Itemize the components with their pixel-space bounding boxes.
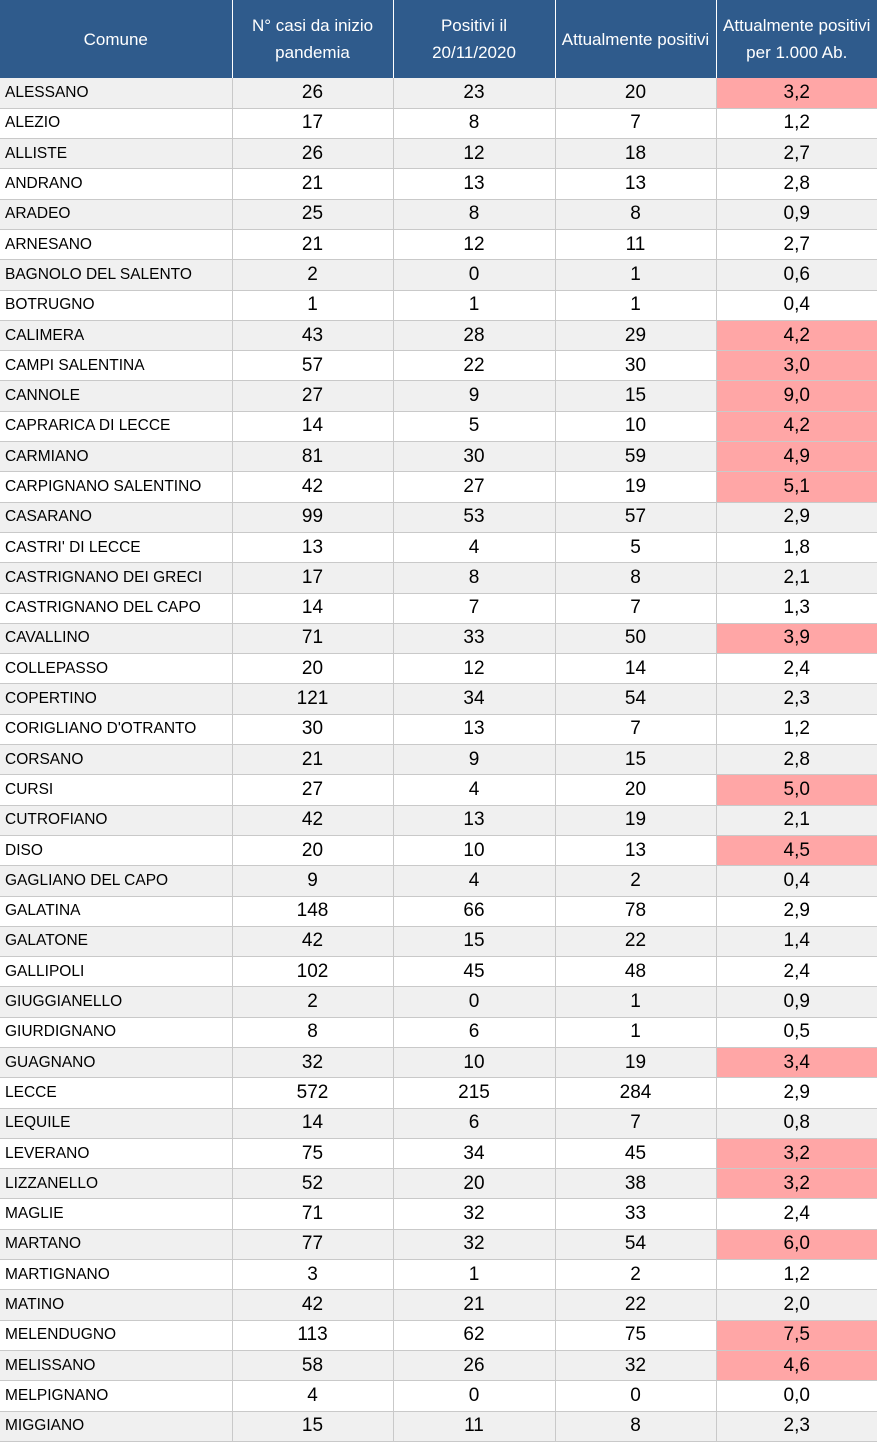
cell-casi-totali: 43 — [232, 320, 393, 350]
cell-comune: CAPRARICA DI LECCE — [0, 411, 232, 441]
cell-positivi-per-1000: 2,9 — [716, 896, 877, 926]
table-row — [0, 835, 877, 865]
cell-positivi-per-1000: 4,2 — [716, 320, 877, 350]
cell-comune: CAVALLINO — [0, 623, 232, 653]
cell-casi-totali: 15 — [232, 1411, 393, 1441]
cell-casi-totali: 42 — [232, 472, 393, 502]
table-row — [0, 229, 877, 259]
cell-comune: CAMPI SALENTINA — [0, 351, 232, 381]
cell-casi-totali: 71 — [232, 1199, 393, 1229]
cell-attualmente-positivi: 22 — [555, 1290, 716, 1320]
table-row — [0, 957, 877, 987]
cell-attualmente-positivi: 22 — [555, 926, 716, 956]
cell-positivi-per-1000: 3,0 — [716, 351, 877, 381]
cell-positivi-20-11: 33 — [393, 623, 555, 653]
cell-comune: LIZZANELLO — [0, 1169, 232, 1199]
cell-comune: CARMIANO — [0, 442, 232, 472]
cell-comune: GALATINA — [0, 896, 232, 926]
cell-attualmente-positivi: 8 — [555, 199, 716, 229]
cell-casi-totali: 27 — [232, 775, 393, 805]
table-row — [0, 411, 877, 441]
cell-positivi-20-11: 4 — [393, 866, 555, 896]
cell-attualmente-positivi: 284 — [555, 1078, 716, 1108]
cell-attualmente-positivi: 54 — [555, 1229, 716, 1259]
cell-casi-totali: 113 — [232, 1320, 393, 1350]
table-row — [0, 260, 877, 290]
cell-positivi-per-1000: 6,0 — [716, 1229, 877, 1259]
cell-attualmente-positivi: 15 — [555, 381, 716, 411]
cell-attualmente-positivi: 0 — [555, 1381, 716, 1411]
table-row — [0, 442, 877, 472]
table-row — [0, 775, 877, 805]
cell-positivi-per-1000: 1,4 — [716, 926, 877, 956]
cell-comune: GIUGGIANELLO — [0, 987, 232, 1017]
table-row — [0, 1229, 877, 1259]
cell-casi-totali: 14 — [232, 1108, 393, 1138]
cell-comune: COLLEPASSO — [0, 654, 232, 684]
cell-comune: CASTRIGNANO DEI GRECI — [0, 563, 232, 593]
cell-attualmente-positivi: 7 — [555, 593, 716, 623]
cell-casi-totali: 26 — [232, 139, 393, 169]
cell-comune: CARPIGNANO SALENTINO — [0, 472, 232, 502]
cell-comune: LEQUILE — [0, 1108, 232, 1138]
table-row — [0, 1078, 877, 1108]
cell-casi-totali: 42 — [232, 926, 393, 956]
table-row — [0, 502, 877, 532]
cell-attualmente-positivi: 48 — [555, 957, 716, 987]
table-row — [0, 1017, 877, 1047]
cell-positivi-per-1000: 2,0 — [716, 1290, 877, 1320]
table-row — [0, 1169, 877, 1199]
cell-comune: BOTRUGNO — [0, 290, 232, 320]
cell-comune: CALIMERA — [0, 320, 232, 350]
cell-positivi-20-11: 30 — [393, 442, 555, 472]
cell-attualmente-positivi: 54 — [555, 684, 716, 714]
cell-casi-totali: 121 — [232, 684, 393, 714]
cell-attualmente-positivi: 20 — [555, 775, 716, 805]
cell-casi-totali: 20 — [232, 654, 393, 684]
cell-positivi-per-1000: 4,6 — [716, 1350, 877, 1380]
cell-casi-totali: 1 — [232, 290, 393, 320]
cell-positivi-per-1000: 4,5 — [716, 835, 877, 865]
cell-attualmente-positivi: 7 — [555, 108, 716, 138]
cell-comune: LECCE — [0, 1078, 232, 1108]
table-row — [0, 745, 877, 775]
cell-positivi-per-1000: 2,4 — [716, 654, 877, 684]
header-casi-totali: N° casi da inizio pandemia — [232, 0, 393, 78]
cell-positivi-per-1000: 0,9 — [716, 199, 877, 229]
cell-positivi-20-11: 13 — [393, 805, 555, 835]
cell-positivi-per-1000: 1,8 — [716, 532, 877, 562]
table-row — [0, 684, 877, 714]
cell-positivi-20-11: 66 — [393, 896, 555, 926]
table-row — [0, 290, 877, 320]
cell-comune: GALLIPOLI — [0, 957, 232, 987]
cell-positivi-20-11: 34 — [393, 1138, 555, 1168]
cell-comune: ALESSANO — [0, 78, 232, 108]
cell-positivi-per-1000: 3,9 — [716, 623, 877, 653]
cell-positivi-20-11: 7 — [393, 593, 555, 623]
table-row — [0, 1411, 877, 1441]
cell-comune: MARTIGNANO — [0, 1260, 232, 1290]
cell-positivi-per-1000: 0,5 — [716, 1017, 877, 1047]
cell-positivi-20-11: 0 — [393, 260, 555, 290]
cell-attualmente-positivi: 33 — [555, 1199, 716, 1229]
cell-attualmente-positivi: 20 — [555, 78, 716, 108]
cell-comune: CUTROFIANO — [0, 805, 232, 835]
table-row — [0, 1260, 877, 1290]
cell-positivi-20-11: 11 — [393, 1411, 555, 1441]
cell-attualmente-positivi: 57 — [555, 502, 716, 532]
cell-positivi-per-1000: 0,4 — [716, 866, 877, 896]
table-row — [0, 139, 877, 169]
cell-casi-totali: 25 — [232, 199, 393, 229]
cell-attualmente-positivi: 18 — [555, 139, 716, 169]
cell-attualmente-positivi: 5 — [555, 532, 716, 562]
cell-positivi-per-1000: 2,9 — [716, 1078, 877, 1108]
cell-casi-totali: 13 — [232, 532, 393, 562]
cell-positivi-20-11: 27 — [393, 472, 555, 502]
header-positivi-per-1000: Attualmente positivi per 1.000 Ab. — [716, 0, 877, 78]
cell-casi-totali: 26 — [232, 78, 393, 108]
cell-attualmente-positivi: 8 — [555, 563, 716, 593]
cell-comune: MARTANO — [0, 1229, 232, 1259]
cell-positivi-20-11: 20 — [393, 1169, 555, 1199]
table-row — [0, 381, 877, 411]
cell-positivi-20-11: 45 — [393, 957, 555, 987]
table-row — [0, 1138, 877, 1168]
cell-positivi-per-1000: 2,7 — [716, 139, 877, 169]
cell-attualmente-positivi: 15 — [555, 745, 716, 775]
table-row — [0, 1381, 877, 1411]
cell-comune: CURSI — [0, 775, 232, 805]
cell-positivi-20-11: 9 — [393, 381, 555, 411]
table-row — [0, 320, 877, 350]
cell-comune: MATINO — [0, 1290, 232, 1320]
cell-casi-totali: 14 — [232, 593, 393, 623]
cell-positivi-per-1000: 3,2 — [716, 78, 877, 108]
cell-comune: GALATONE — [0, 926, 232, 956]
table-row — [0, 1350, 877, 1380]
cell-casi-totali: 572 — [232, 1078, 393, 1108]
cell-positivi-20-11: 28 — [393, 320, 555, 350]
table-row — [0, 1048, 877, 1078]
cell-positivi-per-1000: 2,9 — [716, 502, 877, 532]
cell-comune: COPERTINO — [0, 684, 232, 714]
cell-comune: CORIGLIANO D'OTRANTO — [0, 714, 232, 744]
cell-attualmente-positivi: 78 — [555, 896, 716, 926]
cell-positivi-per-1000: 2,7 — [716, 229, 877, 259]
cell-positivi-20-11: 53 — [393, 502, 555, 532]
cell-positivi-20-11: 8 — [393, 199, 555, 229]
cell-positivi-20-11: 0 — [393, 1381, 555, 1411]
cell-attualmente-positivi: 50 — [555, 623, 716, 653]
cell-attualmente-positivi: 59 — [555, 442, 716, 472]
cell-attualmente-positivi: 1 — [555, 987, 716, 1017]
cell-attualmente-positivi: 1 — [555, 260, 716, 290]
table-row — [0, 654, 877, 684]
cell-casi-totali: 81 — [232, 442, 393, 472]
cell-positivi-20-11: 9 — [393, 745, 555, 775]
table-row — [0, 987, 877, 1017]
cell-positivi-20-11: 8 — [393, 108, 555, 138]
cell-positivi-20-11: 12 — [393, 654, 555, 684]
cell-positivi-per-1000: 1,3 — [716, 593, 877, 623]
cell-attualmente-positivi: 19 — [555, 1048, 716, 1078]
cell-casi-totali: 58 — [232, 1350, 393, 1380]
cell-casi-totali: 71 — [232, 623, 393, 653]
cell-positivi-per-1000: 2,1 — [716, 805, 877, 835]
cell-comune: ALLISTE — [0, 139, 232, 169]
cell-attualmente-positivi: 8 — [555, 1411, 716, 1441]
cell-casi-totali: 4 — [232, 1381, 393, 1411]
cell-positivi-20-11: 6 — [393, 1017, 555, 1047]
cell-casi-totali: 30 — [232, 714, 393, 744]
cell-positivi-20-11: 8 — [393, 563, 555, 593]
cell-positivi-per-1000: 2,3 — [716, 1411, 877, 1441]
cell-comune: ARADEO — [0, 199, 232, 229]
cell-attualmente-positivi: 2 — [555, 866, 716, 896]
header-attualmente-positivi: Attualmente positivi — [555, 0, 716, 78]
cell-comune: MAGLIE — [0, 1199, 232, 1229]
cell-comune: GUAGNANO — [0, 1048, 232, 1078]
cell-positivi-per-1000: 2,8 — [716, 745, 877, 775]
table-body — [0, 78, 877, 1441]
cell-comune: GIURDIGNANO — [0, 1017, 232, 1047]
cell-positivi-per-1000: 5,0 — [716, 775, 877, 805]
table-row — [0, 169, 877, 199]
cell-positivi-per-1000: 3,2 — [716, 1169, 877, 1199]
cell-positivi-per-1000: 0,0 — [716, 1381, 877, 1411]
table-row — [0, 623, 877, 653]
cell-casi-totali: 21 — [232, 169, 393, 199]
cell-positivi-20-11: 12 — [393, 229, 555, 259]
cell-casi-totali: 42 — [232, 1290, 393, 1320]
cell-positivi-20-11: 1 — [393, 1260, 555, 1290]
cell-attualmente-positivi: 14 — [555, 654, 716, 684]
cell-positivi-20-11: 21 — [393, 1290, 555, 1320]
cell-positivi-20-11: 1 — [393, 290, 555, 320]
cell-positivi-20-11: 4 — [393, 775, 555, 805]
cell-positivi-per-1000: 1,2 — [716, 108, 877, 138]
cell-positivi-per-1000: 3,2 — [716, 1138, 877, 1168]
cell-positivi-per-1000: 0,6 — [716, 260, 877, 290]
cell-attualmente-positivi: 7 — [555, 1108, 716, 1138]
cell-positivi-20-11: 4 — [393, 532, 555, 562]
cell-casi-totali: 2 — [232, 260, 393, 290]
cell-casi-totali: 14 — [232, 411, 393, 441]
cell-comune: CANNOLE — [0, 381, 232, 411]
table-row — [0, 532, 877, 562]
cell-attualmente-positivi: 2 — [555, 1260, 716, 1290]
cell-casi-totali: 77 — [232, 1229, 393, 1259]
cell-casi-totali: 102 — [232, 957, 393, 987]
cell-comune: MIGGIANO — [0, 1411, 232, 1441]
cell-casi-totali: 27 — [232, 381, 393, 411]
cell-casi-totali: 57 — [232, 351, 393, 381]
cell-comune: LEVERANO — [0, 1138, 232, 1168]
table-row — [0, 351, 877, 381]
table-row — [0, 78, 877, 108]
cell-positivi-per-1000: 5,1 — [716, 472, 877, 502]
cell-casi-totali: 42 — [232, 805, 393, 835]
cell-attualmente-positivi: 1 — [555, 290, 716, 320]
table-row — [0, 1290, 877, 1320]
cell-positivi-20-11: 13 — [393, 714, 555, 744]
header-positivi-20-11-2020: Positivi il 20/11/2020 — [393, 0, 555, 78]
table-row — [0, 563, 877, 593]
cell-attualmente-positivi: 10 — [555, 411, 716, 441]
cell-positivi-per-1000: 4,2 — [716, 411, 877, 441]
table-row — [0, 1108, 877, 1138]
cell-attualmente-positivi: 19 — [555, 805, 716, 835]
cell-casi-totali: 148 — [232, 896, 393, 926]
cell-attualmente-positivi: 45 — [555, 1138, 716, 1168]
cell-casi-totali: 2 — [232, 987, 393, 1017]
cell-attualmente-positivi: 13 — [555, 169, 716, 199]
cell-attualmente-positivi: 1 — [555, 1017, 716, 1047]
cell-positivi-20-11: 34 — [393, 684, 555, 714]
cell-positivi-per-1000: 0,8 — [716, 1108, 877, 1138]
cell-comune: CORSANO — [0, 745, 232, 775]
cell-positivi-per-1000: 3,4 — [716, 1048, 877, 1078]
cell-comune: ALEZIO — [0, 108, 232, 138]
cell-casi-totali: 75 — [232, 1138, 393, 1168]
cell-positivi-20-11: 0 — [393, 987, 555, 1017]
cell-casi-totali: 99 — [232, 502, 393, 532]
cell-attualmente-positivi: 13 — [555, 835, 716, 865]
cell-casi-totali: 21 — [232, 229, 393, 259]
cell-positivi-per-1000: 2,3 — [716, 684, 877, 714]
cell-casi-totali: 21 — [232, 745, 393, 775]
cell-comune: MELENDUGNO — [0, 1320, 232, 1350]
cell-casi-totali: 8 — [232, 1017, 393, 1047]
cell-positivi-20-11: 13 — [393, 169, 555, 199]
cell-casi-totali: 32 — [232, 1048, 393, 1078]
cell-comune: BAGNOLO DEL SALENTO — [0, 260, 232, 290]
cell-positivi-per-1000: 4,9 — [716, 442, 877, 472]
table-header — [0, 0, 877, 78]
cell-positivi-per-1000: 2,1 — [716, 563, 877, 593]
cell-positivi-20-11: 10 — [393, 835, 555, 865]
cell-positivi-per-1000: 0,9 — [716, 987, 877, 1017]
cell-positivi-20-11: 10 — [393, 1048, 555, 1078]
cell-attualmente-positivi: 30 — [555, 351, 716, 381]
cell-positivi-per-1000: 1,2 — [716, 714, 877, 744]
cell-positivi-per-1000: 9,0 — [716, 381, 877, 411]
cell-casi-totali: 3 — [232, 1260, 393, 1290]
cell-positivi-20-11: 5 — [393, 411, 555, 441]
cell-attualmente-positivi: 7 — [555, 714, 716, 744]
cell-positivi-per-1000: 0,4 — [716, 290, 877, 320]
cell-positivi-per-1000: 2,4 — [716, 957, 877, 987]
cell-comune: MELPIGNANO — [0, 1381, 232, 1411]
cell-positivi-20-11: 23 — [393, 78, 555, 108]
cell-comune: CASTRIGNANO DEL CAPO — [0, 593, 232, 623]
cell-casi-totali: 17 — [232, 108, 393, 138]
cell-comune: DISO — [0, 835, 232, 865]
cell-positivi-20-11: 32 — [393, 1199, 555, 1229]
cell-comune: ANDRANO — [0, 169, 232, 199]
cell-comune: CASTRI' DI LECCE — [0, 532, 232, 562]
table-row — [0, 1199, 877, 1229]
cell-positivi-20-11: 12 — [393, 139, 555, 169]
cell-positivi-20-11: 6 — [393, 1108, 555, 1138]
cell-positivi-20-11: 215 — [393, 1078, 555, 1108]
cell-positivi-20-11: 26 — [393, 1350, 555, 1380]
cell-casi-totali: 17 — [232, 563, 393, 593]
table-row — [0, 714, 877, 744]
cell-casi-totali: 9 — [232, 866, 393, 896]
cell-positivi-per-1000: 2,4 — [716, 1199, 877, 1229]
cell-positivi-20-11: 22 — [393, 351, 555, 381]
table-row — [0, 866, 877, 896]
cell-attualmente-positivi: 29 — [555, 320, 716, 350]
cell-comune: CASARANO — [0, 502, 232, 532]
cell-casi-totali: 52 — [232, 1169, 393, 1199]
cell-positivi-20-11: 62 — [393, 1320, 555, 1350]
cell-attualmente-positivi: 32 — [555, 1350, 716, 1380]
table-row — [0, 1320, 877, 1350]
cell-attualmente-positivi: 11 — [555, 229, 716, 259]
cell-comune: ARNESANO — [0, 229, 232, 259]
table-row — [0, 199, 877, 229]
table-row — [0, 108, 877, 138]
cell-positivi-20-11: 15 — [393, 926, 555, 956]
cell-comune: MELISSANO — [0, 1350, 232, 1380]
cell-attualmente-positivi: 75 — [555, 1320, 716, 1350]
cell-attualmente-positivi: 19 — [555, 472, 716, 502]
table-row — [0, 896, 877, 926]
cell-casi-totali: 20 — [232, 835, 393, 865]
table-row — [0, 593, 877, 623]
cell-comune: GAGLIANO DEL CAPO — [0, 866, 232, 896]
cell-positivi-per-1000: 1,2 — [716, 1260, 877, 1290]
cell-positivi-per-1000: 2,8 — [716, 169, 877, 199]
cell-positivi-20-11: 32 — [393, 1229, 555, 1259]
table-row — [0, 926, 877, 956]
header-comune: Comune — [0, 0, 232, 78]
table-row — [0, 472, 877, 502]
table-row — [0, 805, 877, 835]
cell-attualmente-positivi: 38 — [555, 1169, 716, 1199]
cell-positivi-per-1000: 7,5 — [716, 1320, 877, 1350]
